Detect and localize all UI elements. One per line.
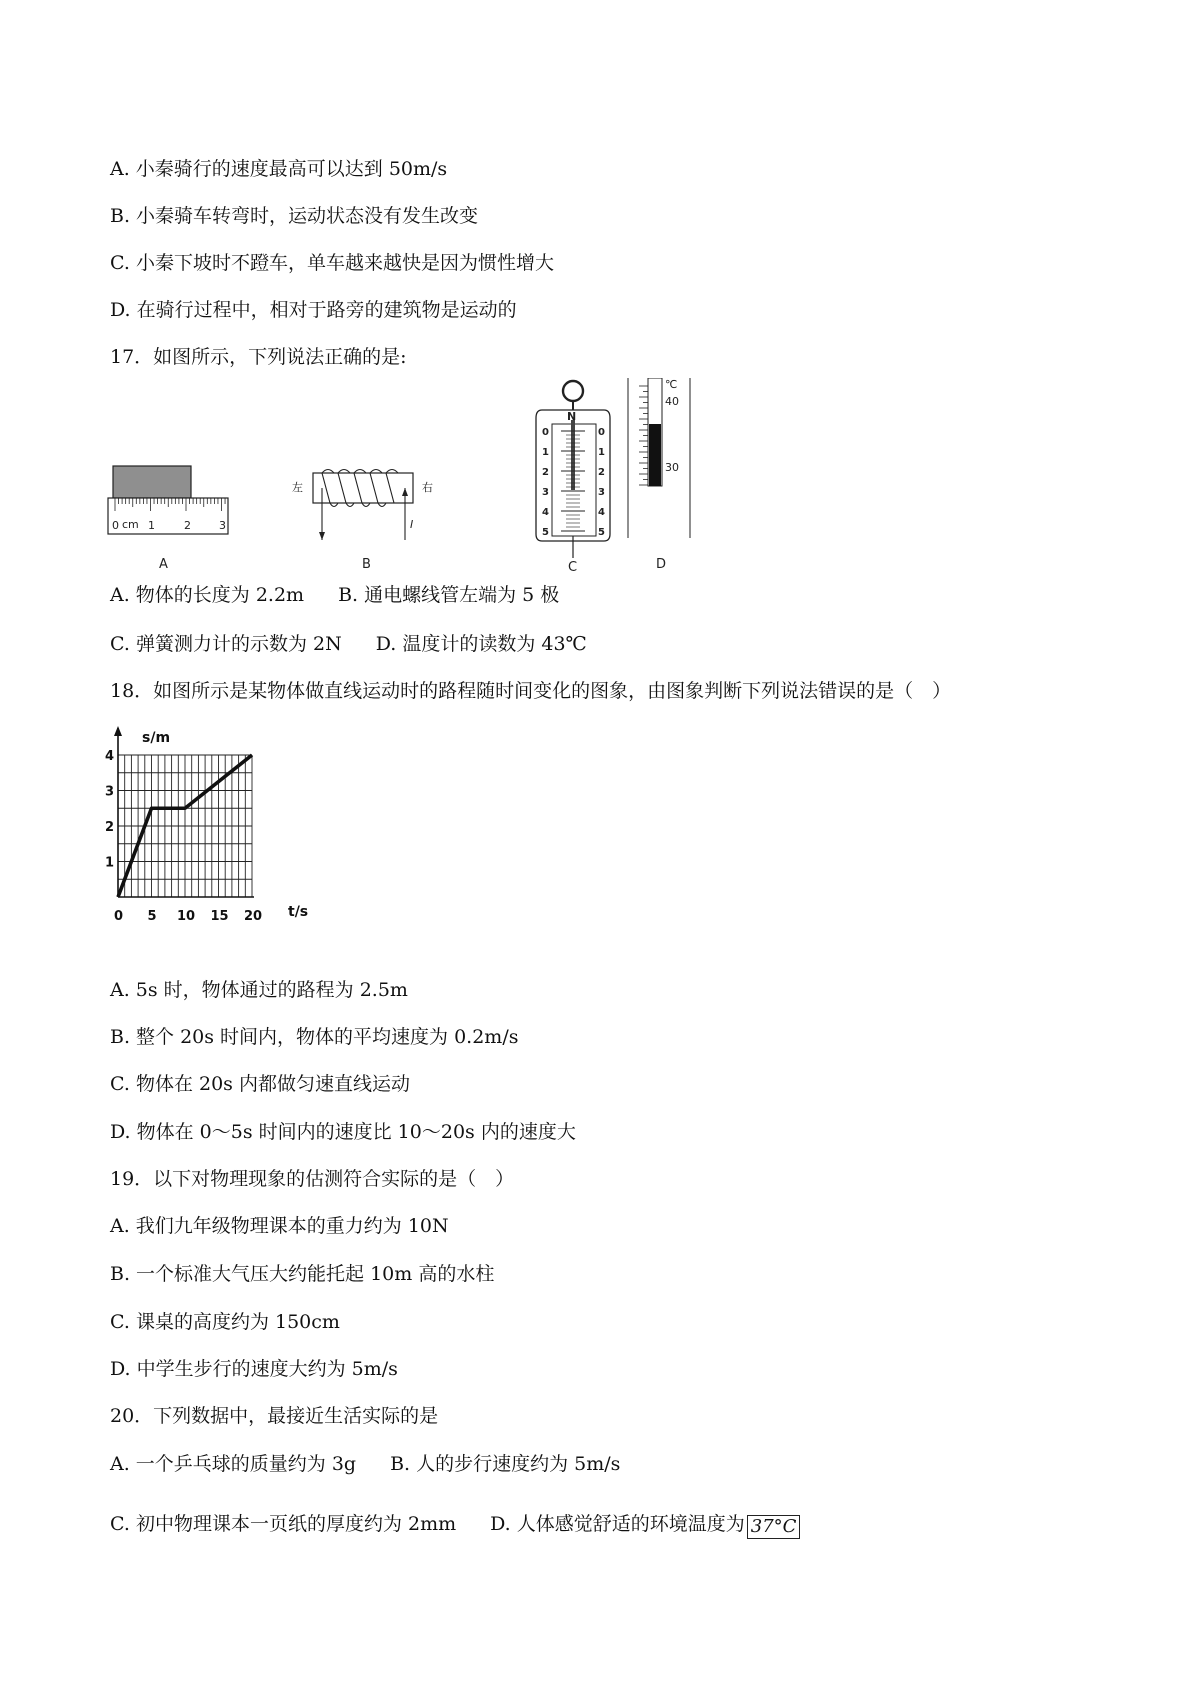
q19-option-c: C. 课桌的高度约为 150cm [110,1311,340,1333]
q17-figures [100,378,720,573]
x-tick-label: 10 [177,909,196,924]
current-label: I [410,518,414,531]
q17-option-a: A. 物体的长度为 2.2m [110,584,305,606]
q17-option-b: B. 通电螺线管左端为 5 极 [338,584,560,606]
figure-b-caption: B [362,557,371,572]
q18-option-c: C. 物体在 20s 内都做匀速直线运动 [110,1073,410,1095]
x-tick-label: 15 [210,909,229,924]
q20-options-row-1 [110,1452,620,1476]
spring-scale-label-right: 0 [598,427,605,438]
q16-option-a: A. 小秦骑行的速度最高可以达到 50m/s [110,158,448,180]
q20-options-row-2 [110,1512,800,1539]
spring-scale-label-left: 2 [542,467,549,478]
spring-scale-label-right: 1 [598,447,605,458]
q18-option-a: A. 5s 时，物体通过的路程为 2.5m [110,979,408,1001]
q16-option-d: D. 在骑行过程中，相对于路旁的建筑物是运动的 [110,299,517,321]
spring-scale-label-left: 5 [542,527,549,538]
ruler-unit: cm [122,518,139,531]
ruler-tick-3: 3 [219,519,226,532]
figure-ruler [108,466,228,572]
spring-scale-label-right: 4 [598,507,605,518]
q20-boxed-answer: 37°C [747,1515,801,1539]
q20-option-c: C. 初中物理课本一页纸的厚度约为 2mm [110,1513,457,1535]
solenoid-left-label: 左 [292,481,303,494]
y-tick-label: 4 [105,749,115,764]
q19-option-a: A. 我们九年级物理课本的重力约为 10N [110,1215,449,1237]
thermometer-tick-30: 30 [665,461,679,474]
q20-option-a: A. 一个乒乓球的质量约为 3g [110,1453,357,1475]
spring-scale-label-right: 3 [598,487,605,498]
q18-option-d: D. 物体在 0～5s 时间内的速度比 10～20s 内的速度大 [110,1121,576,1143]
q18-stem: 18．如图所示是某物体做直线运动时的路程随时间变化的图象，由图象判断下列说法错误的是（ ） [110,680,952,702]
thermometer-unit: ℃ [665,378,678,391]
ruler-tick-0: 0 [112,519,119,532]
figure-solenoid [292,470,433,573]
y-tick-label: 2 [105,820,115,835]
spring-scale-label-left: 0 [542,427,549,438]
ruler-tick-1: 1 [148,519,155,532]
spring-scale-label-left: 1 [542,447,549,458]
y-tick-label: 1 [105,855,115,871]
q17-options-row-2 [110,632,587,656]
x-tick-label: 5 [147,909,157,924]
y-tick-label: 3 [105,784,115,800]
q20-stem: 20．下列数据中，最接近生活实际的是 [110,1405,439,1427]
spring-scale-label-right: 5 [598,527,605,538]
s-t-chart [100,720,320,955]
y-axis-label: s/m [142,730,171,746]
y-axis-arrow [114,726,122,736]
q17-options-row-1 [110,583,559,607]
x-tick-label: 20 [244,909,263,924]
q19-stem: 19．以下对物理现象的估测符合实际的是（ ） [110,1168,515,1190]
ruler-tick-2: 2 [184,519,191,532]
q17-option-c: C. 弹簧测力计的示数为 2N [110,633,342,655]
q18-option-b: B. 整个 20s 时间内，物体的平均速度为 0.2m/s [110,1026,519,1048]
spring-scale-label-left: 3 [542,487,549,498]
spring-scale-label-left: 4 [542,507,549,518]
x-tick-label: 0 [114,909,124,924]
figure-spring-scale [536,381,610,573]
solenoid-right-label: 右 [422,481,433,494]
q20-option-d: D. 人体感觉舒适的环境温度为 [490,1513,745,1535]
q19-option-d: D. 中学生步行的速度大约为 5m/s [110,1358,398,1380]
figure-thermometer [628,378,690,572]
figure-d-caption: D [656,557,667,572]
q16-option-c: C. 小秦下坡时不蹬车，单车越来越快是因为惯性增大 [110,252,554,274]
figure-a-caption: A [159,557,168,572]
figure-c-caption: C [568,560,578,573]
q19-option-b: B. 一个标准大气压大约能托起 10m 高的水柱 [110,1263,495,1285]
q17-option-d: D. 温度计的读数为 43℃ [375,633,587,655]
thermometer-tick-40: 40 [665,395,679,408]
x-axis-label: t/s [288,904,309,920]
spring-scale-unit: N [567,410,577,423]
q20-option-b: B. 人的步行速度约为 5m/s [390,1453,621,1475]
spring-scale-label-right: 2 [598,467,605,478]
q16-option-b: B. 小秦骑车转弯时，运动状态没有发生改变 [110,205,479,227]
q17-stem: 17．如图所示，下列说法正确的是: [110,346,407,368]
